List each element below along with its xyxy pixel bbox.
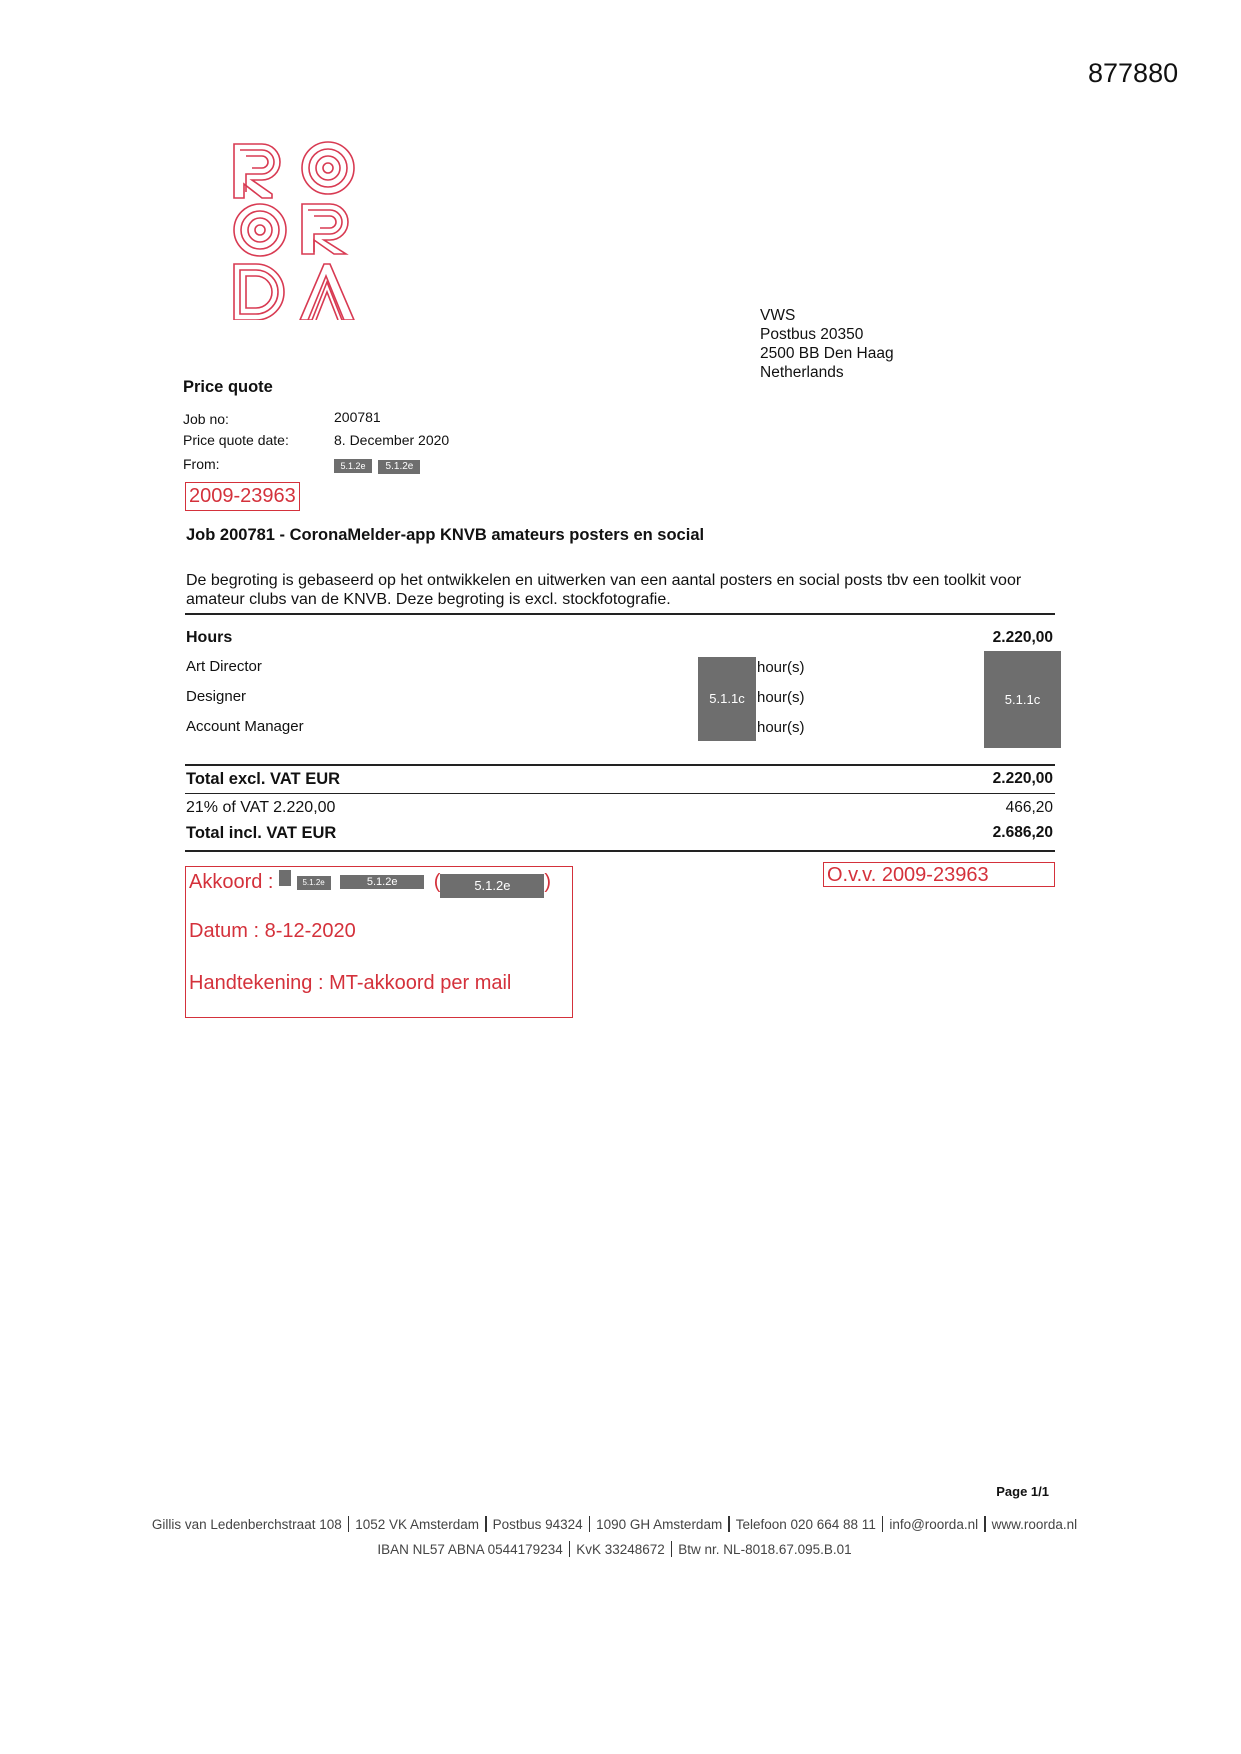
divider: [185, 793, 1055, 794]
vat-value: 466,20: [1005, 799, 1053, 816]
paren-close: ): [544, 871, 552, 893]
footer-postcode: 1052 VK Amsterdam: [355, 1517, 480, 1532]
akkoord-line: [189, 870, 551, 898]
footer-registration: [0, 1541, 1235, 1557]
hours-heading: Hours: [186, 629, 233, 646]
paren-open: (: [433, 871, 441, 893]
recipient-address: [760, 306, 894, 382]
redaction-block: 5.1.2e: [440, 874, 544, 898]
footer-website[interactable]: www.roorda.nl: [991, 1517, 1078, 1532]
total-incl-label: Total incl. VAT EUR: [186, 824, 337, 842]
role-designer: Designer: [186, 688, 247, 705]
footer-kvk: KvK 33248672: [576, 1542, 665, 1557]
separator: [589, 1516, 591, 1532]
quote-title: Price quote: [183, 378, 273, 396]
separator: [671, 1541, 673, 1557]
job-title: Job 200781 - CoronaMelder-app KNVB amateurs posters en social: [186, 526, 705, 544]
date-value: 8. December 2020: [334, 432, 450, 448]
recipient-line: VWS: [760, 307, 796, 324]
total-excl-value: 2.220,00: [992, 770, 1053, 787]
divider: [185, 764, 1055, 766]
job-no-label: Job no:: [183, 411, 229, 427]
recipient-line: 2500 BB Den Haag: [760, 345, 894, 362]
total-incl-value: 2.686,20: [992, 824, 1053, 841]
redaction-block: 5.1.2e: [378, 460, 420, 474]
ovv-stamp: O.v.v. 2009-23963: [823, 862, 1055, 887]
footer-btw: Btw nr. NL-8018.67.095.B.01: [678, 1542, 852, 1557]
divider: [185, 613, 1055, 615]
date-label: Price quote date:: [183, 432, 289, 448]
total-excl-label: Total excl. VAT EUR: [186, 770, 341, 788]
quantity-redaction: 5.1.1c: [698, 657, 756, 741]
role-account-manager: Account Manager: [186, 718, 304, 735]
redaction-block: 5.1.2e: [340, 875, 424, 889]
roorda-logo: [228, 138, 358, 320]
footer-email[interactable]: info@roorda.nl: [889, 1517, 979, 1532]
role-art-director: Art Director: [186, 658, 262, 675]
document-number: 877880: [1088, 58, 1179, 88]
reference-stamp: 2009-23963: [185, 482, 300, 511]
hours-total: 2.220,00: [992, 629, 1053, 646]
footer-street: Gillis van Ledenberchstraat 108: [151, 1517, 342, 1532]
unit-label: hour(s): [757, 659, 805, 676]
job-no-value: 200781: [334, 409, 381, 425]
separator: [984, 1516, 986, 1532]
akkoord-label: Akkoord :: [189, 871, 274, 893]
amount-redaction: 5.1.1c: [984, 651, 1061, 748]
unit-label: hour(s): [757, 689, 805, 706]
separator: [348, 1516, 350, 1532]
separator: [882, 1516, 884, 1532]
redaction-block: [279, 870, 291, 886]
recipient-line: Postbus 20350: [760, 326, 864, 343]
divider: [185, 850, 1055, 852]
page-number: Page 1/1: [996, 1484, 1049, 1499]
datum-line: Datum : 8-12-2020: [189, 920, 356, 942]
separator: [485, 1516, 487, 1532]
from-redactions: [334, 456, 420, 474]
footer-postbus: Postbus 94324: [492, 1517, 583, 1532]
footer-address: [0, 1516, 1235, 1532]
redaction-block: 5.1.2e: [297, 876, 331, 890]
handtekening-line: Handtekening : MT-akkoord per mail: [189, 972, 512, 994]
footer-phone: Telefoon 020 664 88 11: [735, 1517, 876, 1532]
vat-label: 21% of VAT 2.220,00: [186, 799, 336, 816]
footer-iban: IBAN NL57 ABNA 0544179234: [377, 1542, 563, 1557]
footer-postbus-city: 1090 GH Amsterdam: [596, 1517, 723, 1532]
unit-label: hour(s): [757, 719, 805, 736]
separator: [728, 1516, 730, 1532]
redaction-block: 5.1.2e: [334, 459, 372, 473]
recipient-line: Netherlands: [760, 364, 844, 381]
separator: [569, 1541, 571, 1557]
from-label: From:: [183, 456, 220, 472]
job-description: De begroting is gebaseerd op het ontwikkelen en uitwerken van een aantal posters en social posts tbv een toolkit voor amateur clubs van de KNVB. Deze begroting is excl. stockfotografie.: [186, 572, 1022, 608]
